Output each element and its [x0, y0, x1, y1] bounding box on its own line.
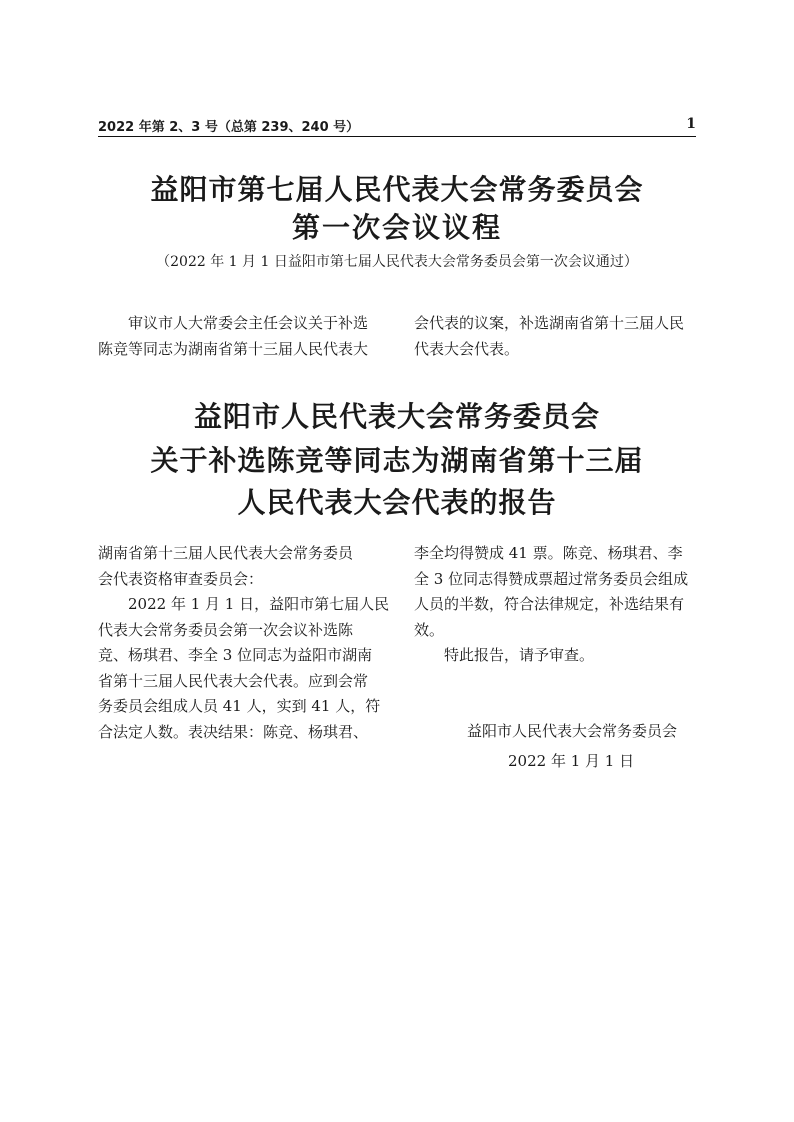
page-number: 1	[686, 116, 696, 132]
report-right-line: 人员的半数，符合法律规定，补选结果有	[414, 595, 685, 613]
report-title-line-1: 益阳市人民代表大会常务委员会	[193, 400, 600, 433]
header-rule	[98, 136, 696, 137]
signature: 益阳市人民代表大会常务委员会	[467, 722, 678, 740]
report-title-line-3: 人民代表大会代表的报告	[237, 486, 557, 519]
agenda-right-line: 会代表的议案，补选湖南省第十三届人民	[414, 314, 685, 332]
agenda-right-column	[414, 311, 684, 362]
report-right-line: 特此报告，请予审查。	[444, 646, 595, 664]
agenda-title-line-2: 第一次会议议程	[291, 211, 502, 244]
report-left-line: 湖南省第十三届人民代表大会常务委员	[98, 544, 354, 562]
report-left-line: 代表大会常务委员会第一次会议补选陈	[98, 620, 354, 639]
report-left-line: 合法定人数。表决结果：陈竞、杨琪君、	[98, 722, 369, 741]
agenda-title-line-1: 益阳市第七届人民代表大会常务委员会	[150, 173, 644, 206]
running-head	[98, 116, 696, 134]
report-right-line: 李全均得赞成 41 票。陈竞、杨琪君、李	[414, 544, 683, 562]
agenda-left-column	[98, 311, 368, 362]
agenda-left-line: 陈竞等同志为湖南省第十三届人民代表大	[98, 339, 369, 358]
report-left-line: 务委员会组成人员 41 人，实到 41 人，符	[98, 697, 381, 715]
report-right-line: 全 3 位同志得赞成票超过常务委员会组成	[414, 569, 689, 588]
agenda-left-line: 审议市人大常委会主任会议关于补选	[128, 314, 369, 332]
report-left-line: 省第十三届人民代表大会代表。应到会常	[98, 671, 369, 690]
report-left-line: 竞、杨琪君、李全 3 位同志为益阳市湖南	[98, 646, 373, 664]
issue-label: 2022 年第 2、3 号（总第 239、240 号）	[98, 120, 360, 135]
agenda-right-line: 代表大会代表。	[414, 339, 520, 358]
report-left-line: 会代表资格审查委员会：	[98, 569, 264, 588]
report-right-column	[414, 541, 688, 669]
agenda-subtitle: （2022 年 1 月 1 日益阳市第七届人民代表大会常务委员会第一次会议通过）	[156, 254, 638, 270]
report-right-line: 效。	[414, 620, 445, 639]
report-left-column	[98, 541, 389, 745]
report-left-line: 2022 年 1 月 1 日，益阳市第七届人民	[128, 595, 390, 613]
signature-date: 2022 年 1 月 1 日	[508, 752, 635, 770]
report-title-line-2: 关于补选陈竞等同志为湖南省第十三届	[150, 444, 644, 477]
